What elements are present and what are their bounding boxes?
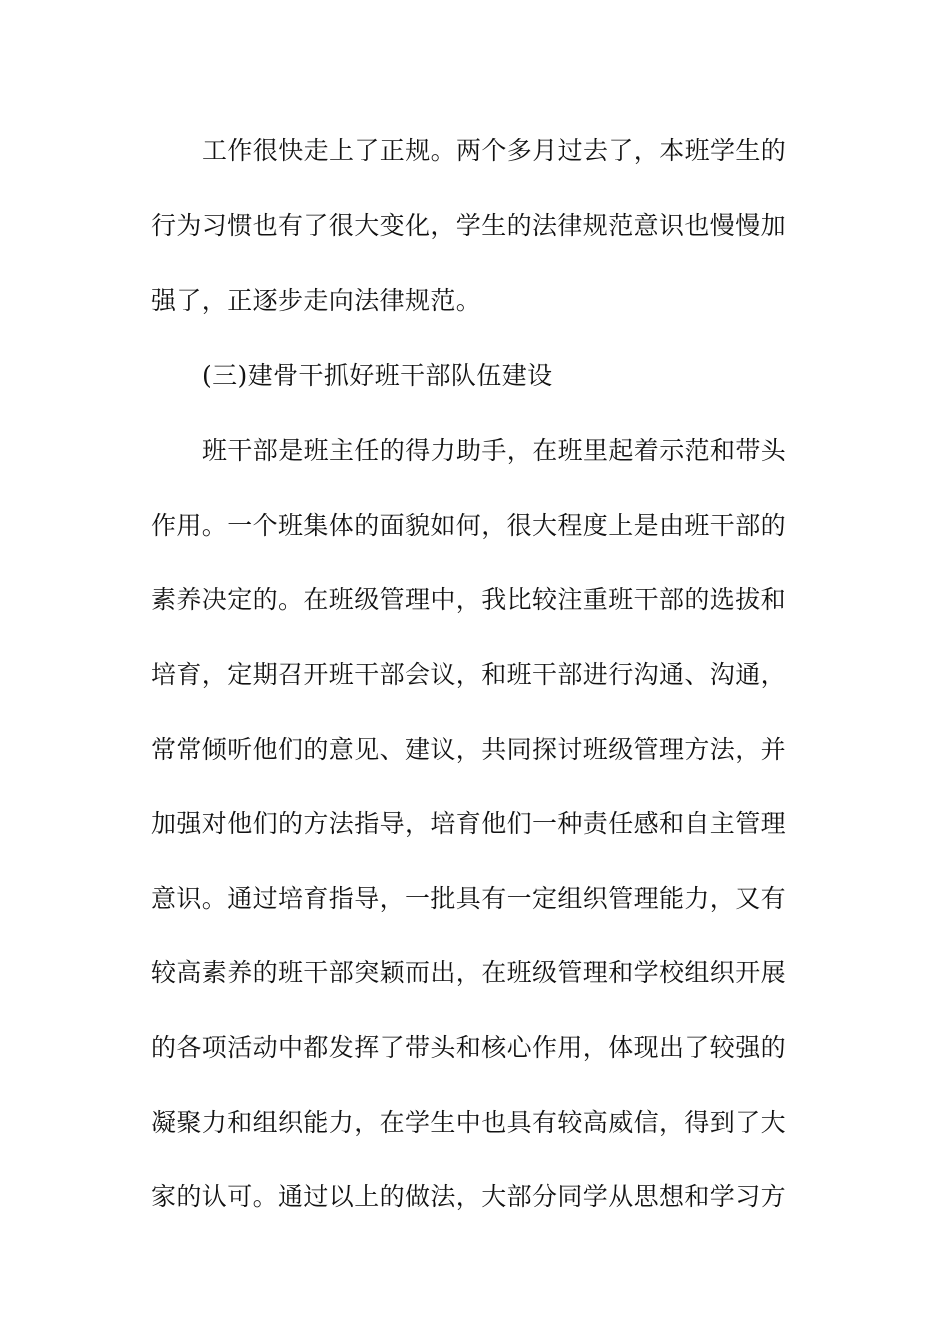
paragraph-line: 家的认可。通过以上的做法，大部分同学从思想和学习方	[151, 1182, 787, 1211]
paragraph-line: 常常倾听他们的意见、建议，共同探讨班级管理方法，并	[151, 735, 787, 764]
paragraph-line: 作用。一个班集体的面貌如何，很大程度上是由班干部的	[151, 511, 787, 540]
paragraph-line: 加强对他们的方法指导，培育他们一种责任感和自主管理	[151, 809, 787, 838]
paragraph-line: 班干部是班主任的得力助手，在班里起着示范和带头	[202, 436, 787, 465]
paragraph-line: 凝聚力和组织能力，在学生中也具有较高威信，得到了大	[151, 1108, 787, 1137]
paragraph-line: 工作很快走上了正规。两个多月过去了，本班学生的	[202, 136, 787, 165]
paragraph-line: 的各项活动中都发挥了带头和核心作用，体现出了较强的	[151, 1033, 787, 1062]
paragraph-line: 较高素养的班干部突颖而出，在班级管理和学校组织开展	[151, 958, 787, 987]
paragraph-line: 素养决定的。在班级管理中，我比较注重班干部的选拔和	[151, 585, 787, 614]
paragraph-line: 意识。通过培育指导，一批具有一定组织管理能力，又有	[151, 884, 787, 913]
section-heading: (三)建骨干抓好班干部队伍建设	[202, 361, 553, 390]
paragraph-line: 培育，定期召开班干部会议，和班干部进行沟通、沟通，	[151, 660, 787, 689]
paragraph-line: 强了，正逐步走向法律规范。	[151, 286, 482, 315]
paragraph-line: 行为习惯也有了很大变化，学生的法律规范意识也慢慢加	[151, 211, 787, 240]
